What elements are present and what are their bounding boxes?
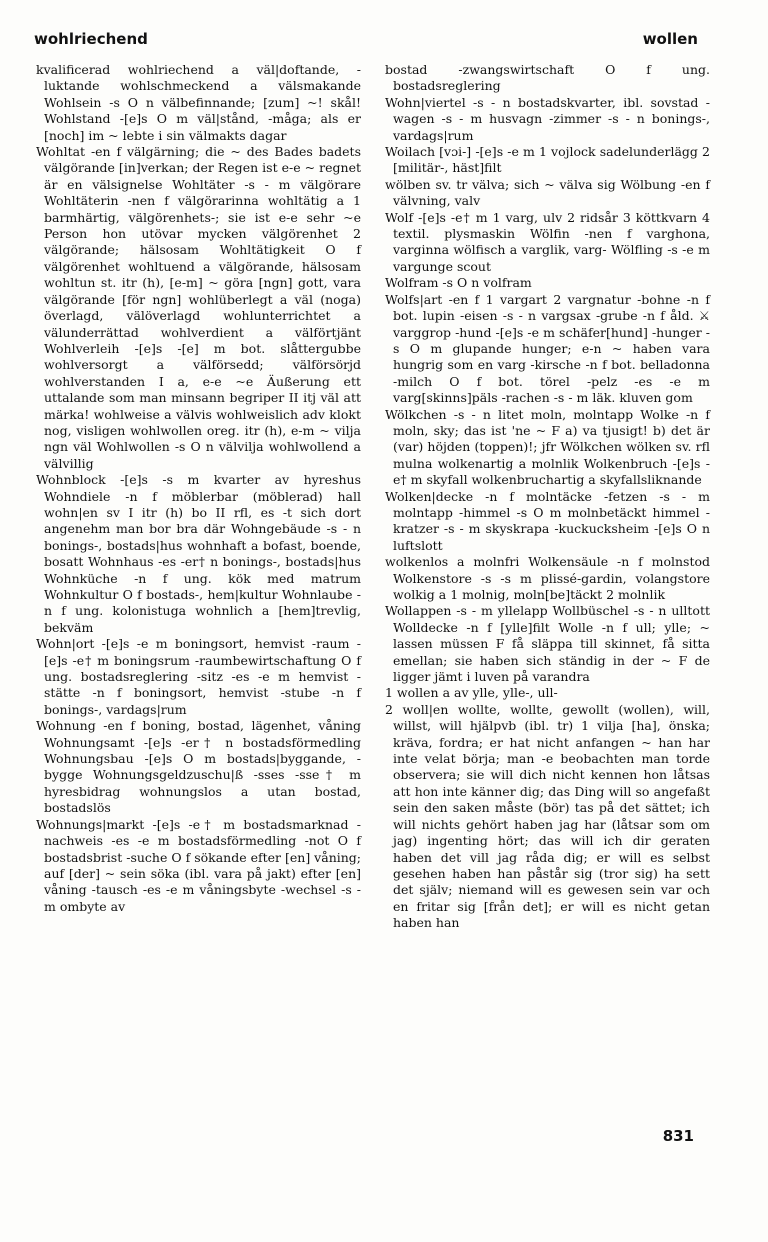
entry: Wohnblock -[e]s -s m kvarter av hyreshus Wohndiele -n f möblerbar (möblerad) hall wohn|en sv I itr (h) bo II rfl, es -t sich dort angenehm man bor bra där Wohngebäude -s - n bonings-, bostads|hus wohnhaft a bofast, boende, bosatt Wohnhaus -es -er† n bonings-, bostads|hus Wohnküche -n f ung. kök med matrum Wohnkultur O f bostads-, hem|kultur Wohnlaube -n f ung. kolonistuga wohnlich a [hem]trevlig, bekväm <box>36 472 361 635</box>
running-head-right: wollen <box>642 30 698 48</box>
entry: Wohn|viertel -s - n bostadskvarter, ibl. sovstad -wagen -s - m husvagn -zimmer -s - n bonings-, vardags|rum <box>385 94 710 143</box>
entry: Wollappen -s - m yllelapp Wollbüschel -s - n ulltott Wolldecke -n f [ylle]filt Wolle -n f ull; ylle; ~ lassen müssen F få släppa till skinnet, få sitta emellan; sie haben sich ständig in der ~ F de ligger jämt i luven på varandra <box>385 603 710 685</box>
right-column <box>385 62 710 932</box>
page-number: 831 <box>662 1127 694 1145</box>
entry: Wolfram -s O n volfram <box>385 275 532 291</box>
running-head-left: wohlriechend <box>34 30 148 48</box>
entry: Wolfs|art -en f 1 vargart 2 vargnatur -bohne -n f bot. lupin -eisen -s - n vargsax -grube -n f åld. ⚔ varggrop -hund -[e]s -e m schäfer[hund] -hunger -s O m glupande hunger; e-n ~ haben vara hungrig som en varg -kirsche -n f bot. belladonna -milch O f bot. törel -pelz -es -e m varg[skinns]päls -rachen -s - m läk. kluven gom <box>385 291 710 406</box>
entry: Wohltat -en f välgärning; die ~ des Bades badets välgörande [in]verkan; der Regen ist e-e ~ regnet är en välsignelse Wohltäter -s - m välgörare Wohltäterin -nen f välgörarinna wohltätig a 1 barmhärtig, välgörenhets-; sie ist e-e sehr ~e Person hon utövar mycken välgörenhet 2 välgörande; hälsosam Wohltätigkeit O f välgörenhet wohltuend a välgörande, hälsosam wohltun st. itr (h), [e-m] ~ göra [ngn] gott, vara välgörande [för ngn] wohlüberlegt a väl (noga) överlagd, välöverlagd wohlunterrichtet a välunderrättad wohlverdient a välförtjänt Wohlverleih -[e]s -[e] m bot. slåttergubbe wohlversorgt a välförsedd; välförsörjd wohlverstanden I a, e-e ~e Äußerung ett uttalande som man minsann begriper II itj väl att märka! wohlweise a välvis wohlweislich adv klokt nog, visligen wohlwollen oreg. itr (h), e-m ~ vilja ngn väl Wohlwollen -s O n välvilja wohlwollend a välvillig <box>36 144 361 471</box>
entry: wölben sv. tr välva; sich ~ välva sig Wölbung -en f välvning, valv <box>385 176 710 209</box>
entry: Wohnungs|markt -[e]s -e† m bostadsmarknad -nachweis -es -e m bostadsförmedling -not O f bostadsbrist -suche O f sökande efter [en] våning; auf [der] ~ sein söka (ibl. vara på jakt) efter [en] våning -tausch -es -e m våningsbyte -wechsel -s - m ombyte av <box>36 816 361 914</box>
entry: Wölkchen -s - n litet moln, molntapp Wolke -n f moln, sky; das ist 'ne ~ F a) va tjusigt! b) det är (var) höjden (toppen)!; jfr Wölkchen wölken sv. rfl mulna wolkenartig a molnlik Wolkenbruch -[e]s -e† m skyfall wolkenbruchartig a skyfallsliknande <box>385 406 710 488</box>
entry: kvalificerad wohlriechend a väl|doftande, -luktande wohlschmeckend a välsmakande Wohlsein -s O n välbefinnande; [zum] ~! skål! Wohlstand -[e]s O m väl|stånd, -måga; als er [noch] im ~ lebte i sin välmakts dagar <box>36 62 361 143</box>
entry: Wolken|decke -n f molntäcke -fetzen -s - m molntapp -himmel -s O m molnbetäckt himmel -kratzer -s - m skyskrapa -kuckucksheim -[e]s O n luftslott <box>385 488 710 553</box>
entry: Wolf -[e]s -e† m 1 varg, ulv 2 ridsår 3 köttkvarn 4 textil. plysmaskin Wölfin -nen f varghona, varginna wölfisch a varglik, varg- Wölfling -s -e m vargunge scout <box>385 209 710 274</box>
entry: Wohn|ort -[e]s -e m boningsort, hemvist -raum -[e]s -e† m boningsrum -raumbewirtschaftung O f ung. bostadsreglering -sitz -es -e m hemvist -stätte -n f boningsort, hemvist -stube -n f bonings-, vardags|rum <box>36 636 361 717</box>
entry: 1 wollen a av ylle, ylle-, ull- <box>385 685 558 701</box>
entry: wolkenlos a molnfri Wolkensäule -n f molnstod Wolkenstore -s -s m plissé-gardin, volangstore wolkig a 1 molnig, moln[be]täckt 2 molnlik <box>385 554 710 602</box>
entry: 2 woll|en wollte, wollte, gewollt (wollen), will, willst, will hjälpvb (ibl. tr) 1 vilja [ha], önska; kräva, fordra; er hat nicht anfangen ~ han har inte velat börja; man -e beobachten man torde observera; sie will dich nicht kennen hon låtsas att hon inte känner dig; das Ding will so angefaßt sein den saken måste (bör) tas på det sättet; ich will nichts gehört haben jag har (låtsar som om jag) ingenting hört; das will ich dir geraten haben det vill jag råda dig; er will es selbst gesehen haben han påstår sig (tror sig) ha sett det själv; niemand will es gewesen sein var och en fritar sig [från det]; er will es nicht getan haben han <box>385 701 710 931</box>
entry: Wohnung -en f boning, bostad, lägenhet, våning Wohnungsamt -[e]s -er† n bostadsförmedling Wohnungsbau -[e]s O m bostads|byggande, -bygge Wohnungsgeldzuschu|ß -sses -sse† m hyresbidrag wohnungslos a utan bostad, bostadslös <box>36 718 361 816</box>
left-column <box>36 62 361 915</box>
entry: Woilach [vɔi-] -[e]s -e m 1 vojlock sadelunderlägg 2 [militär-, häst]filt <box>385 144 710 176</box>
entry: bostad -zwangswirtschaft O f ung. bostadsreglering <box>385 62 710 94</box>
